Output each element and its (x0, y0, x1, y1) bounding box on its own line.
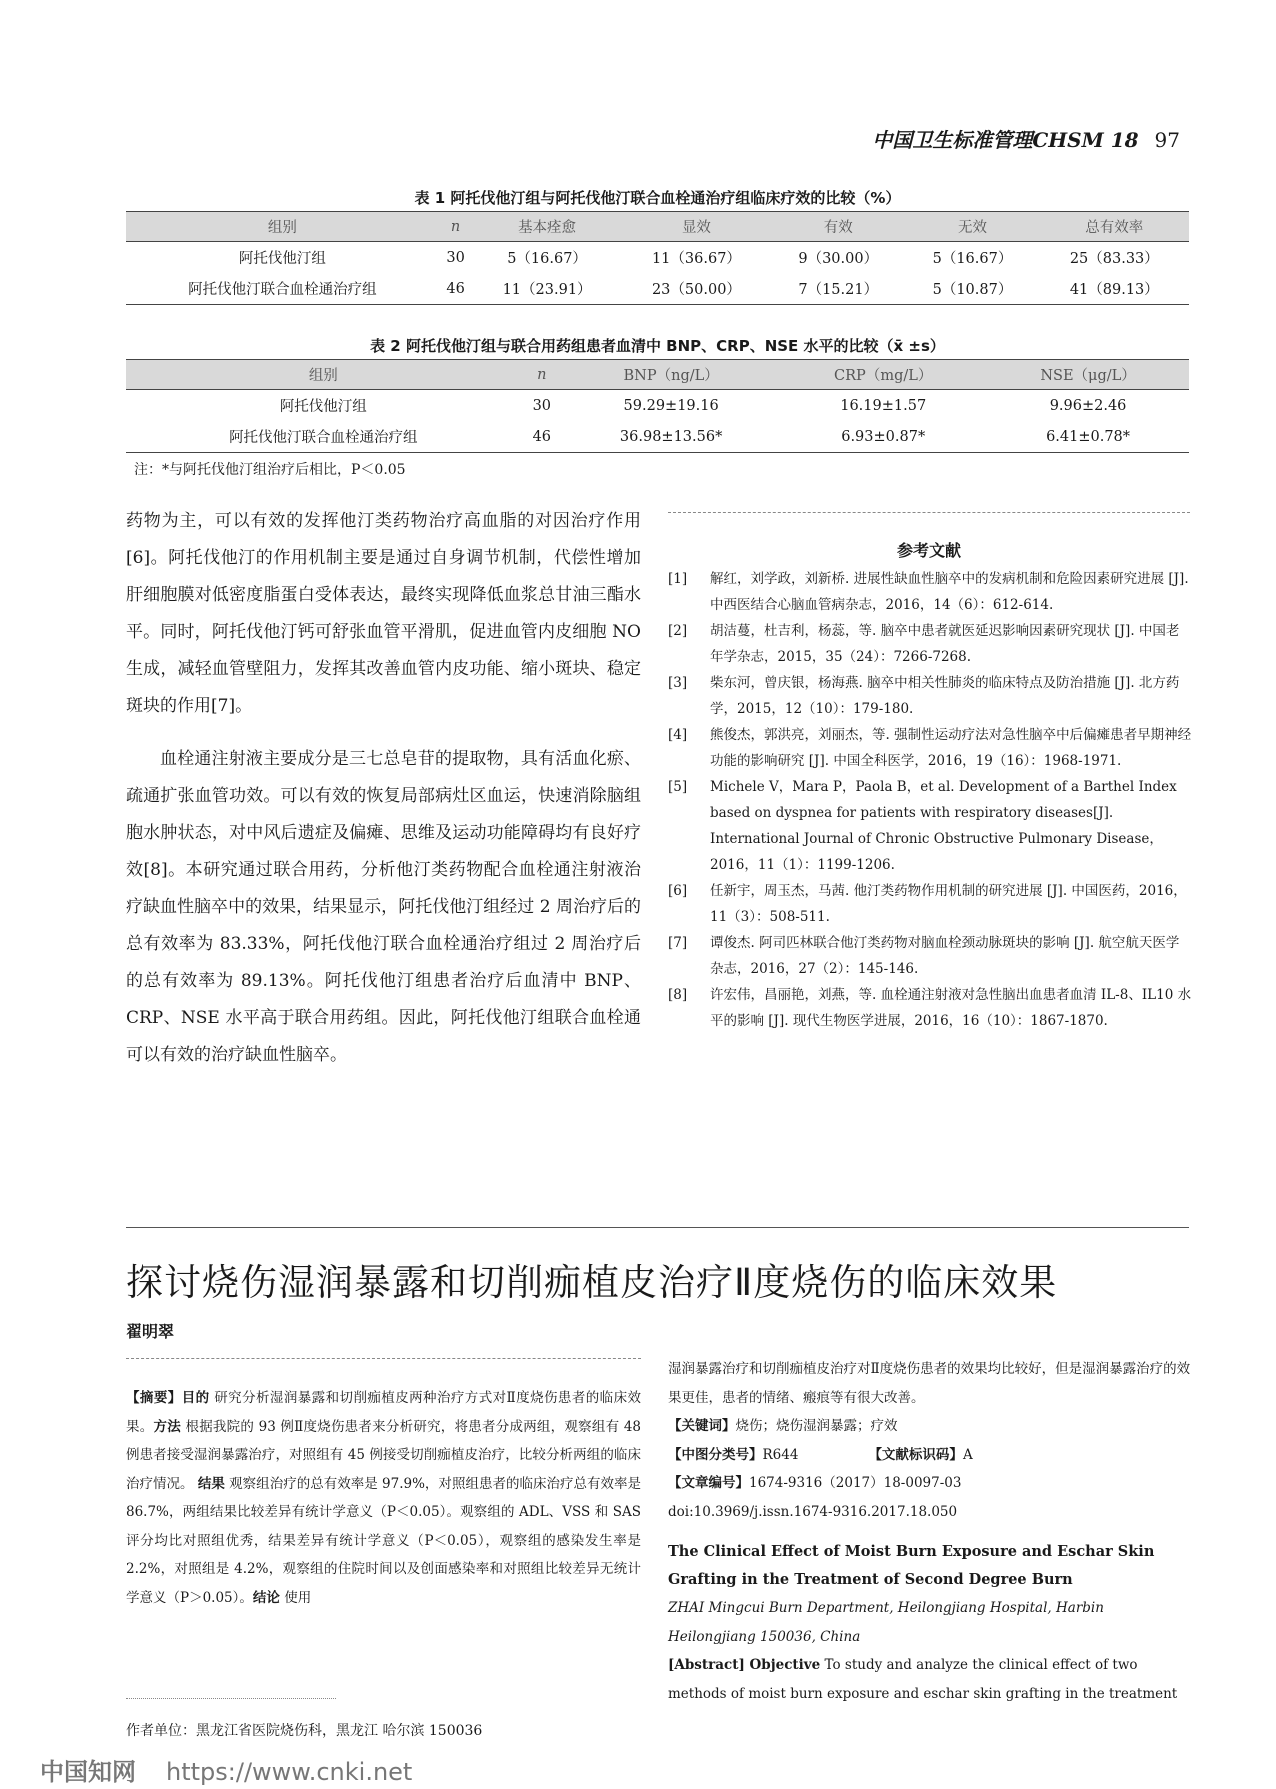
table-header-cell: n (521, 360, 563, 390)
table-header-cell: 组别 (126, 212, 439, 242)
table-cell: 5（10.87） (905, 273, 1039, 305)
table-cell: 59.29±19.16 (623, 397, 719, 414)
reference-number: [8] (668, 987, 688, 1003)
reference-number: [7] (668, 935, 688, 951)
table1-caption: 表 1 阿托伐他汀组与阿托伐他汀联合血栓通治疗组临床疗效的比较（%） (414, 189, 901, 207)
table-cell: 30 (446, 249, 465, 266)
reference-item (668, 930, 1192, 982)
table2-caption: 表 2 阿托伐他汀组与联合用药组患者血清中 BNP、CRP、NSE 水平的比较（x̄ ±s） (370, 337, 945, 355)
table-cell: 16.19±1.57 (840, 397, 927, 414)
table-cell: 阿托伐他汀组 (279, 399, 367, 415)
article-author: 翟明翠 (126, 1322, 175, 1341)
table-cell: 30 (532, 397, 552, 414)
table-header-cell: 无效 (905, 212, 1039, 242)
table2-note: 注：*与阿托伐他汀组治疗后相比，P＜0.05 (134, 462, 406, 478)
reference-number: [2] (668, 623, 688, 639)
table-cell: 9.96±2.46 (1049, 397, 1127, 414)
doc-code-label: 【文献标识码】 (868, 1446, 963, 1463)
table-cell: 6.41±0.78* (987, 421, 1189, 453)
table-cell: 6.93±0.87* (779, 421, 987, 453)
body-text-left (126, 503, 641, 1074)
doc-code-value: A (962, 1446, 973, 1463)
table-cell: 36.98±13.56* (563, 421, 779, 453)
table-cell: 46 (439, 273, 473, 305)
table1 (126, 211, 1189, 305)
reference-item (668, 566, 1192, 618)
reference-text: 任新宇，周玉杰，马茜. 他汀类药物作用机制的研究进展 [J]. 中国医药，2016，11（3）：508-511. (710, 883, 1187, 925)
reference-text: 解红，刘学政，刘新桥. 进展性缺血性脑卒中的发病机制和危险因素研究进展 [J]. 中西医结合心脑血管病杂志，2016，14（6）：612-614. (710, 571, 1189, 613)
abstract-cn (126, 1384, 641, 1612)
table-cell: 7（15.21） (771, 273, 905, 305)
article-number (668, 1469, 1192, 1498)
abstract-objective-label: 目的 (181, 1390, 210, 1406)
doi: doi:10.3969/j.issn.1674-9316.2017.18.050 (668, 1503, 958, 1520)
abstract-result: 观察组治疗的总有效率是 97.9%，对照组患者的临床治疗总有效率是 86.7%，两组结果比较差异有统计学意义（P＜0.05）。观察组的 ADL、VSS 和 SAS 评分均比对照组优秀，结果差异有统计学意义（P＜0.05），观察组的感染发生率是 2.2%，对照组是 4.2%，观察组的住院时间以及创面感染率和对照组比较差异无统计学意义（P＞0.05）。 (126, 1475, 642, 1606)
clc-label: 【中图分类号】 (668, 1446, 763, 1463)
column-divider (668, 512, 1190, 513)
keywords-value: 烧伤；烧伤湿润暴露；疗效 (735, 1418, 898, 1434)
english-title: The Clinical Effect of Moist Burn Exposure and Eschar Skin Grafting in the Treatment of Second Degree Burn (668, 1543, 1155, 1588)
page-number: 97 (1154, 128, 1180, 152)
article-number-label: 【文章编号】 (668, 1475, 749, 1491)
reference-text: 柴东河，曾庆银，杨海燕. 脑卒中相关性肺炎的临床特点及防治措施 [J]. 北方药学，2015，12（10）：179-180. (710, 675, 1180, 717)
table-cell: 5（16.67） (507, 251, 587, 267)
abstract-label: 【摘要】 (126, 1390, 182, 1406)
table-header-cell: n (439, 212, 473, 242)
keywords (668, 1412, 1192, 1441)
running-header (872, 124, 1180, 153)
english-abstract-text: To study and analyze the clinical effect of two methods of moist burn exposure and eschar skin grafting in the treatment (668, 1657, 1178, 1702)
table-header-cell: 有效 (771, 212, 905, 242)
abstract-divider (126, 1358, 641, 1359)
reference-number: [3] (668, 675, 688, 691)
reference-item (668, 670, 1192, 722)
reference-text: 谭俊杰. 阿司匹林联合他汀类药物对脑血栓颈动脉斑块的影响 [J]. 航空航天医学杂志，2016，27（2）：145-146. (710, 935, 1180, 977)
watermark-url[interactable]: https://www.cnki.net (166, 1758, 413, 1786)
references-title: 参考文献 (896, 541, 961, 560)
clc-value: R644 (762, 1446, 799, 1463)
body-paragraph: 药物为主，可以有效的发挥他汀类药物治疗高血脂的对因治疗作用[6]。阿托伐他汀的作用机制主要是通过自身调节机制，代偿性增加肝细胞膜对低密度脂蛋白受体表达，最终实现降低血浆总甘油三酯水平。同时，阿托伐他汀钙可舒张血管平滑肌，促进血管内皮细胞 NO 生成，减轻血管壁阻力，发挥其改善血管内皮功能、缩小斑块、稳定斑块的作用[7]。 (126, 511, 641, 716)
table-cell: 46 (521, 421, 563, 453)
article-title: 探讨烧伤湿润暴露和切削痂植皮治疗Ⅱ度烧伤的临床效果 (126, 1261, 1058, 1304)
reference-text: Michele V，Mara P，Paola B，et al. Development of a Barthel Index based on dyspnea for patients with respiratory diseases[J]. International Journal of Chronic Obstructive Pulmonary Disease，2016，11（1）：1199-1206. (710, 779, 1177, 873)
reference-number: [1] (668, 571, 688, 587)
table-cell: 阿托伐他汀联合血栓通治疗组 (126, 421, 521, 453)
table-row (126, 273, 1189, 305)
reference-item (668, 878, 1192, 930)
table-cell: 9（30.00） (798, 251, 879, 267)
table-cell: 阿托伐他汀组 (238, 251, 326, 267)
keywords-label: 【关键词】 (668, 1418, 736, 1434)
reference-number: [6] (668, 883, 688, 899)
reference-item (668, 982, 1192, 1034)
article-divider (126, 1227, 1189, 1228)
table-header-cell: 显效 (622, 212, 771, 242)
reference-number: [4] (668, 727, 688, 743)
footnote-divider (126, 1698, 336, 1699)
table-header-cell: 组别 (126, 360, 521, 390)
table-row (126, 242, 1189, 274)
abstract-objective: 研究分析湿润暴露和切削痂植皮两种治疗方式对Ⅱ度烧伤患者的临床效果。 (126, 1390, 642, 1435)
reference-text: 熊俊杰，郭洪亮，刘丽杰，等. 强制性运动疗法对急性脑卒中后偏瘫患者早期神经功能的影响研究 [J]. 中国全科医学，2016，19（16）：1968-1971. (710, 727, 1192, 769)
reference-item (668, 722, 1192, 774)
table-cell: 5（16.67） (932, 251, 1013, 267)
reference-item (668, 618, 1192, 670)
table-cell: 41（89.13） (1040, 273, 1189, 305)
abstract-conclusion: 使用 (284, 1589, 312, 1606)
table-cell: 11（36.67） (651, 251, 741, 267)
table-header-cell: 总有效率 (1040, 212, 1189, 242)
table-header-cell: 基本痊愈 (472, 212, 621, 242)
journal-name: 中国卫生标准管理CHSM 18 (872, 128, 1139, 152)
table-header-cell: BNP（ng/L） (563, 360, 779, 390)
table-header-cell: CRP（mg/L） (779, 360, 987, 390)
reference-text: 许宏伟，昌丽艳，刘燕，等. 血栓通注射液对急性脑出血患者血清 IL-8、IL10 水平的影响 [J]. 现代生物医学进展，2016，16（10）：1867-1870. (710, 987, 1192, 1029)
table-cell: 阿托伐他汀联合血栓通治疗组 (126, 273, 439, 305)
table-row (126, 390, 1189, 422)
table-cell: 11（23.91） (472, 273, 621, 305)
abstract-method: 根据我院的 93 例Ⅱ度烧伤患者来分析研究，将患者分成两组，观察组有 48 例患者接受湿润暴露治疗，对照组有 45 例接受切削痂植皮治疗，比较分析两组的临床治疗情况。 (126, 1418, 642, 1492)
classification (668, 1441, 1192, 1470)
table-cell: 23（50.00） (622, 273, 771, 305)
english-abstract-label: [Abstract] Objective (668, 1657, 821, 1673)
abstract-result-label: 结果 (197, 1475, 225, 1492)
watermark-brand: 中国知网 (40, 1758, 136, 1786)
author-affiliation: 作者单位：黑龙江省医院烧伤科，黑龙江 哈尔滨 150036 (126, 1723, 483, 1739)
abstract-conclusion-label: 结论 (252, 1589, 280, 1606)
cnki-watermark (40, 1752, 412, 1787)
body-paragraph: 血栓通注射液主要成分是三七总皂苷的提取物，具有活血化瘀、疏通扩张血管功效。可以有效的恢复局部病灶区血运，快速消除脑组胞水肿状态，对中风后遗症及偏瘫、思维及运动功能障碍均有良好疗效[8]。本研究通过联合用药，分析他汀类药物配合血栓通注射液治疗缺血性脑卒中的效果，结果显示，阿托伐他汀组经过 2 周治疗后的总有效率为 83.33%，阿托伐他汀联合血栓通治疗组过 2 周治疗后的总有效率为 89.13%。阿托伐他汀组患者治疗后血清中 BNP、CRP、NSE 水平高于联合用药组。因此，阿托伐他汀组联合血栓通可以有效的治疗缺血性脑卒。 (126, 749, 641, 1065)
table-header-cell: NSE（μg/L） (987, 360, 1189, 390)
article-number-value: 1674-9316（2017）18-0097-03 (749, 1475, 962, 1491)
references-list (668, 566, 1192, 1034)
english-abstract (668, 1651, 1192, 1708)
table2 (126, 359, 1189, 453)
reference-item (668, 774, 1192, 878)
table-row (126, 421, 1189, 453)
reference-text: 胡洁蔓，杜吉利，杨蕊，等. 脑卒中患者就医延迟影响因素研究现状 [J]. 中国老年学杂志，2015，35（24）：7266-7268. (710, 623, 1180, 665)
abstract-continued: 湿润暴露治疗和切削痂植皮治疗对Ⅱ度烧伤患者的效果均比较好，但是湿润暴露治疗的效果更佳，患者的情绪、瘢痕等有很大改善。 (668, 1361, 1191, 1406)
abstract-right (668, 1355, 1192, 1708)
abstract-method-label: 方法 (153, 1418, 181, 1435)
english-author: ZHAI Mingcui Burn Department, Heilongjiang Hospital, Harbin Heilongjiang 150036, China (668, 1600, 1104, 1645)
reference-number: [5] (668, 779, 688, 795)
table-cell: 25（83.33） (1069, 251, 1159, 267)
